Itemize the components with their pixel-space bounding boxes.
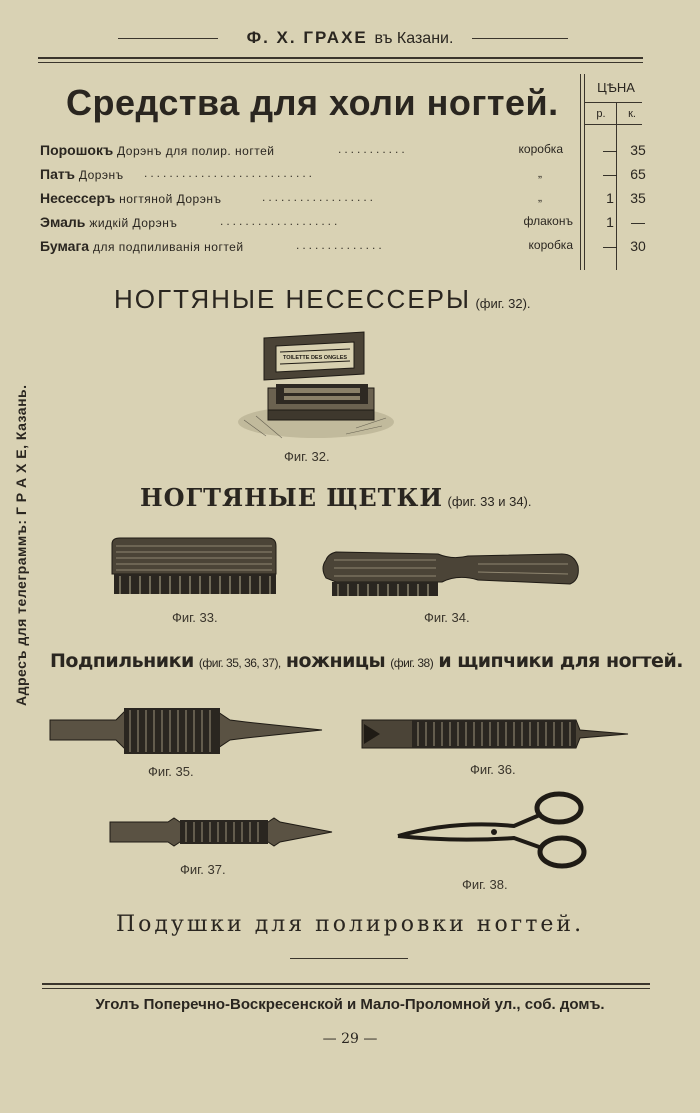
figure-caption-35: Фиг. 35. <box>148 764 194 779</box>
figure-caption-37: Фиг. 37. <box>180 862 226 877</box>
product-row <box>40 142 650 164</box>
price-header-rule <box>584 102 642 103</box>
section-title-necessaires <box>114 284 531 315</box>
product-unit: коробка <box>528 238 573 252</box>
product-name: Патъ <box>40 166 75 182</box>
section-underline <box>290 958 408 959</box>
necessaire-box-illustration <box>236 328 396 444</box>
section-title-files <box>50 650 683 672</box>
figure-caption-33: Фиг. 33. <box>172 610 218 625</box>
figure-caption-32: Фиг. 32. <box>284 449 330 464</box>
product-price-rub: — <box>603 166 617 182</box>
footer-double-rule-top <box>42 983 650 985</box>
product-price-rub: 1 <box>606 214 614 230</box>
figure-caption-36: Фиг. 36. <box>470 762 516 777</box>
leader-dots: ........................... <box>144 166 316 180</box>
product-name: Эмаль <box>40 214 86 230</box>
product-unit: флаконъ <box>523 214 573 228</box>
product-price-rub: — <box>603 238 617 254</box>
product-row <box>40 238 650 260</box>
footer-double-rule-bottom <box>42 988 650 989</box>
price-header-rule-bottom <box>584 124 642 125</box>
section-heading: НОГТЯНЫЕ НЕСЕССЕРЫ <box>114 284 472 314</box>
section-figure-ref-scissors: (фиг. 38) <box>390 656 434 670</box>
product-row <box>40 190 650 212</box>
header-rule-right <box>472 38 568 39</box>
product-price-kop: 65 <box>630 166 646 182</box>
header-double-rule-top <box>38 57 643 59</box>
nail-brush-block-illustration <box>108 536 280 598</box>
footer-address: Уголъ Поперечно-Воскресенской и Мало-Проломной ул., соб. домъ. <box>95 996 605 1013</box>
product-desc: ногтяной Дорэнъ <box>119 192 222 206</box>
page-number: — 29 — <box>322 1031 378 1047</box>
product-name: Бумага <box>40 238 90 254</box>
product-desc: Дорэнъ <box>78 168 124 182</box>
product-row <box>40 214 650 236</box>
product-price-kop: — <box>631 214 645 230</box>
nail-file-36-illustration <box>360 716 632 754</box>
nail-brush-handle-illustration <box>318 546 582 602</box>
product-desc: для подпиливанія ногтей <box>92 240 244 254</box>
nail-scissors-illustration <box>394 790 588 872</box>
product-desc: Дорэнъ для полир. ногтей <box>117 144 275 158</box>
section-heading-files: Подпильники <box>50 650 194 672</box>
section-figure-ref: (фиг. 32). <box>475 296 531 311</box>
product-price-rub: — <box>603 142 617 158</box>
section-title-brushes <box>140 483 532 512</box>
figure-caption-38: Фиг. 38. <box>462 877 508 892</box>
section-figure-ref: (фиг. 33 и 34). <box>447 494 532 509</box>
page-header <box>0 28 700 48</box>
figure-caption-34: Фиг. 34. <box>424 610 470 625</box>
box-label-text: TOILETTE DES ONGLES <box>282 355 348 361</box>
nail-file-37-illustration <box>106 816 336 848</box>
leader-dots: ........... <box>338 142 408 156</box>
side-telegram-text: Адресъ для телеграммъ: Г Р А Х Е, Казань. <box>13 384 29 706</box>
product-price-kop: 30 <box>630 238 646 254</box>
header-city: въ Казани. <box>374 30 454 47</box>
product-unit: коробка <box>518 142 563 156</box>
product-row <box>40 166 650 188</box>
header-rule-left <box>118 38 218 39</box>
header-firm-name: Ф. Х. ГРАХЕ <box>246 28 368 47</box>
page-title: Средства для холи ногтей. <box>66 82 559 123</box>
leader-dots: .............. <box>296 238 385 252</box>
section-heading-scissors: ножницы <box>285 650 386 672</box>
product-desc: жидкій Дорэнъ <box>89 216 178 230</box>
header-double-rule-bottom <box>38 62 643 63</box>
price-header-rub: р. <box>596 108 606 120</box>
product-name: Несессеръ <box>40 190 116 206</box>
leader-dots: ................... <box>220 214 341 228</box>
nail-file-35-illustration <box>46 704 326 758</box>
section-heading: НОГТЯНЫЕ ЩЕТКИ <box>140 483 444 512</box>
product-unit: „ <box>538 190 542 204</box>
product-price-rub: 1 <box>606 190 614 206</box>
price-header-kop: к. <box>628 108 636 120</box>
product-price-kop: 35 <box>630 190 646 206</box>
product-price-kop: 35 <box>630 142 646 158</box>
price-header-label: ЦѢНА <box>597 80 635 95</box>
section-figure-ref-files: (фиг. 35, 36, 37), <box>198 656 281 670</box>
product-unit: „ <box>538 166 542 180</box>
section-heading-tweezers: и щипчики для ногтей. <box>438 650 683 672</box>
leader-dots: .................. <box>262 190 377 204</box>
product-name: Порошокъ <box>40 142 114 158</box>
section-title-polishing: Подушки для полировки ногтей. <box>115 912 585 937</box>
